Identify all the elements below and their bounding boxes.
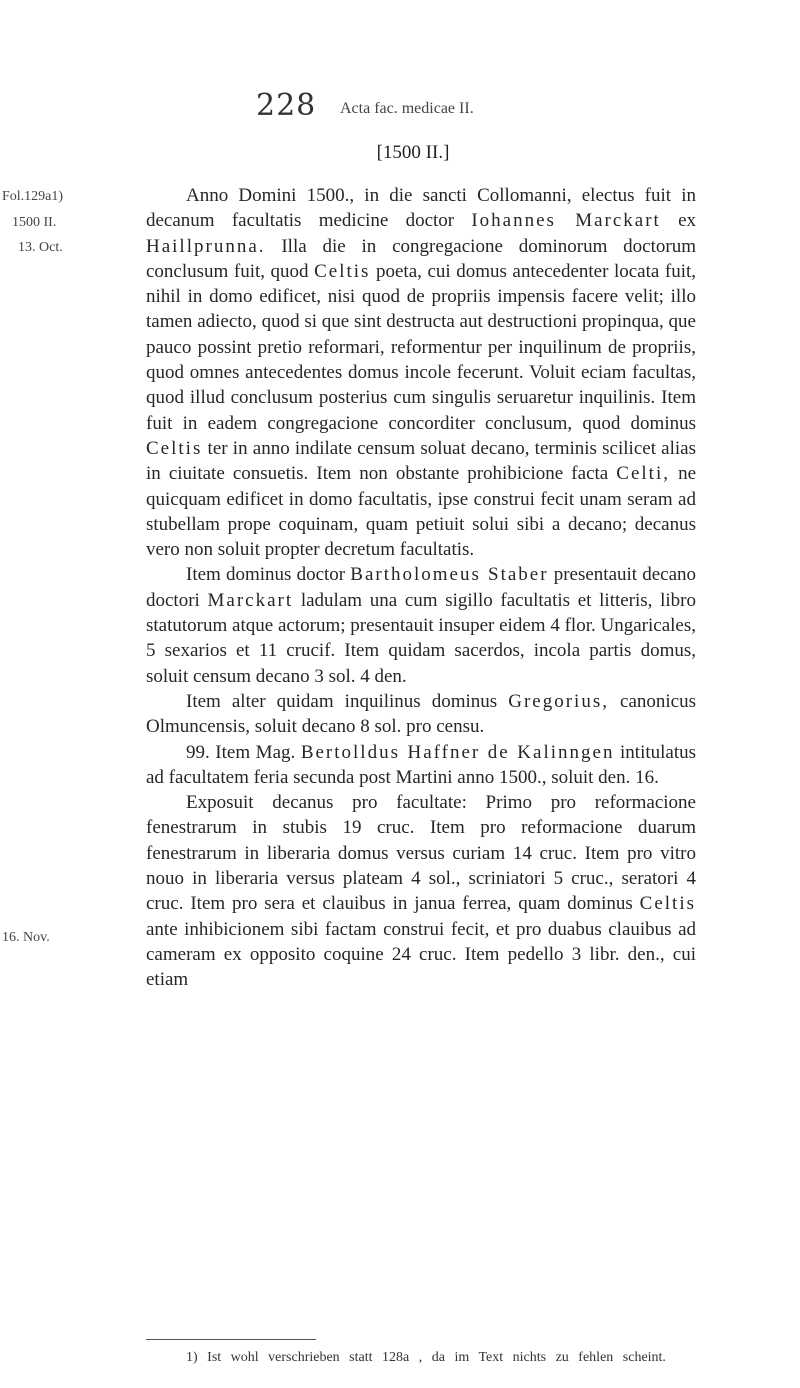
person-name: Celti, [616,463,670,485]
main-text [146,183,696,993]
paragraph-expenses [146,790,696,992]
margin-note-folio: Fol.129a1) [2,189,64,204]
paragraph-staber [146,562,696,688]
section-heading-text: [1500 II.] [376,142,450,163]
text-run: Item dominus doctor [186,564,351,586]
footnote-text: 1) Ist wohl verschrieben statt 128a , da im Text nichts zu fehlen scheint. [186,1350,666,1365]
person-name: Marckart [207,589,294,611]
person-name: Celtis [314,260,371,282]
text-run: Illa die in congregacione dominorum doctorum conclusum fuit, quod [146,235,696,282]
section-heading [0,142,800,164]
text-run: Anno Domini 1500., in die sancti Collomanni, electus fuit in decanum facultatis medicine doctor [146,185,696,232]
person-name: Bertolldus Haffner de Kalinngen [300,741,615,763]
text-run: 99. Item Mag. [186,741,301,763]
text-run: ter in anno indilate censum soluat decano, terminis scilicet alias in ciuitate consuetis. Item non obstante prohibicione facta [146,437,696,485]
margin-note-date-oct: 13. Oct. [18,240,63,255]
running-title: Acta fac. medicae II. [340,100,474,117]
text-run: ante inhibicionem sibi factam construi fecit, et pro duabus clauibus ad cameram ex opposito coquine 24 cruc. Item pedello 3 libr. den., cui etiam [146,918,696,991]
margin-note-year: 1500 II. [12,215,57,230]
text-run: ladulam una cum sigillo facultatis et litteris, libro statutorum atque actorum; presentauit insuper eidem 4 flor. Ungaricales, 5 sexarios et 11 crucif. Item quidam sacerdos, incola partis domus, soluit censum decano 3 sol. 4 den. [146,589,697,687]
footnote [146,1348,696,1367]
margin-note-date-nov: 16. Nov. [2,930,50,945]
text-run: Exposuit decanus pro facultate: Primo pro reformacione fenestrarum in stubis 19 cruc. Item pro reformacione duarum fenestrarum in liberaria domus versus curiam 14 cruc. Item pro vitro nouo in liberaria versus plateam 4 sol., scriniatori 5 cruc., seratori 4 cruc. Item pro sera et clauibus in janua ferrea, quam dominus [146,792,696,915]
text-run: ex [660,210,697,232]
text-run: poeta, cui domus antecedenter locata fuit, nihil in domo edificet, nisi quod de propriis impensis facere velit; illo tamen adiecto, quod si que sint destructa aut destructioni propinqua, que pauco possint pretio reformari, reformentur per inquilinum de propriis, quod omnes antecedentes domus incole fecerunt. Voluit eciam facultas, quod illud conclusum posterius cum singulis seruaretur inquilinis. Item fuit in eadem congregacione concorditer conclusum, quod dominus [146,260,696,434]
person-name: Bartholomeus Staber [350,564,549,586]
footnote-divider [146,1339,316,1340]
paragraph-election [146,183,696,562]
person-name: Gregorius, [508,690,609,712]
page-number: 228 [256,88,317,123]
text-run: intitulatus ad facultatem feria secunda post Martini anno 1500., soluit den. 16. [146,741,697,788]
text-run: ne quicquam edificet in domo facultatis, ipse construi fecit unam seram ad stubellam prope coquinam, quam petiuit solui sibi a decano; decanus vero non soluit propter decretum facultatis. [146,463,697,561]
person-name: Celtis [146,437,203,459]
place-name: Haillprunna. [146,235,266,257]
text-run: presentauit decano doctori [146,564,697,611]
paragraph-haffner [146,740,696,791]
paragraph-gregorius [146,689,696,740]
person-name: Iohannes Marckart [471,210,661,232]
person-name: Celtis [639,893,696,915]
text-run: Item alter quidam inquilinus dominus [186,690,509,712]
page-header [0,88,800,148]
text-run: canonicus Olmuncensis, soluit decano 8 sol. pro censu. [146,690,696,738]
